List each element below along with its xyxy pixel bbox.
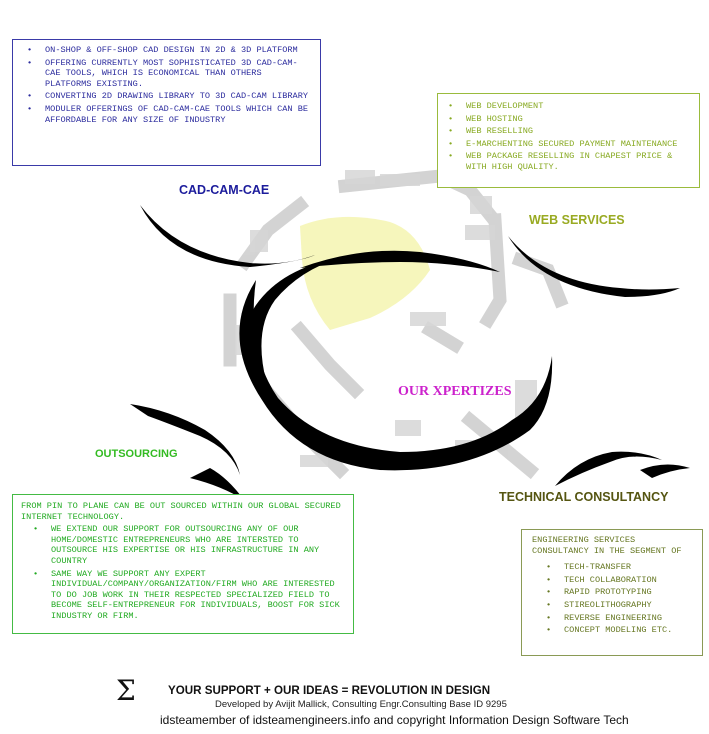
cad-cam-cae-list — [21, 45, 310, 125]
crescent-outsourcing — [130, 404, 240, 475]
list-item: • ON-SHOP & OFF-SHOP CAD DESIGN IN 2D & 3D PLATFORM — [45, 45, 310, 56]
footer-copyright: idsteamember of idsteamengineers.info and copyright Information Design Software Tech — [160, 713, 629, 727]
list-item: • REVERSE ENGINEERING — [564, 613, 696, 624]
list-item: • WEB DEVELOPMENT — [466, 101, 691, 112]
list-item: • WEB RESELLING — [466, 126, 691, 137]
our-xpertizes-heading: OUR XPERTIZES — [398, 384, 512, 399]
list-item: • RAPID PROTOTYPING — [564, 587, 696, 598]
footer-developer: Developed by Avijit Mallick, Consulting Engr.Consulting Base ID 9295 — [215, 699, 507, 710]
web-services-box — [437, 93, 700, 188]
outsourcing-list — [21, 524, 345, 621]
web-services-heading: WEB SERVICES — [529, 213, 625, 227]
list-item: • E-MARCHENTING SECURED PAYMENT MAINTENANCE — [466, 139, 691, 150]
technical-consultancy-box — [521, 529, 703, 656]
list-item: • WEB PACKAGE RESELLING IN CHAPEST PRICE & WITH HIGH QUALITY. — [466, 151, 691, 172]
list-item: • OFFERING CURRENTLY MOST SOPHISTICATED 3D CAD-CAM-CAE TOOLS, WHICH IS ECONOMICAL THAN OTHERS PLATFORMS EXISTING. — [45, 58, 310, 90]
cad-cam-cae-box — [12, 39, 321, 166]
list-item: • WE EXTEND OUR SUPPORT FOR OUTSOURCING ANY OF OUR HOME/DOMESTIC ENTREPRENEURS WHO ARE INTERSTED TO OUTSOURCE HIS EXPERTISE OR HIS INFRASTRUCTURE IN ANY COUNTRY — [51, 524, 345, 566]
list-item: • WEB HOSTING — [466, 114, 691, 125]
crescent-main-arc — [239, 280, 552, 470]
list-item: • CONCEPT MODELING ETC. — [564, 625, 696, 636]
list-item: • CONVERTING 2D DRAWING LIBRARY TO 3D CAD-CAM LIBRARY — [45, 91, 310, 102]
sigma-icon: Σ — [116, 674, 136, 707]
outsourcing-heading: OUTSOURCING — [95, 448, 178, 460]
list-item: • SAME WAY WE SUPPORT ANY EXPERT INDIVIDUAL/COMPANY/ORGANIZATION/FIRM WHO ARE INTERESTED TO DO JOB WORK IN THEIR RESPECTED SPECIALIZED FIELD TO BECOME SELF-ENTREPRENEUR FOR INDIVIDUALS, BOOST FOR SICK INDUSTRY OR FIRM. — [51, 569, 345, 622]
list-item: • MODULER OFFERINGS OF CAD-CAM-CAE TOOLS WHICH CAN BE AFFORDABLE FOR ANY SIZE OF INDUSTRY — [45, 104, 310, 125]
technical-consultancy-list — [532, 562, 696, 636]
outsourcing-box — [12, 494, 354, 634]
footer-slogan: YOUR SUPPORT + OUR IDEAS = REVOLUTION IN DESIGN — [168, 684, 491, 697]
outsourcing-intro: FROM PIN TO PLANE CAN BE OUT SOURCED WITHIN OUR GLOBAL SECURED INTERNET TECHNOLOGY. — [21, 501, 341, 522]
list-item: • TECH COLLABORATION — [564, 575, 696, 586]
web-services-list — [442, 101, 691, 173]
list-item: • STIREOLITHOGRAPHY — [564, 600, 696, 611]
crescent-tech-right — [640, 464, 690, 478]
list-item: • TECH-TRANSFER — [564, 562, 696, 573]
cad-cam-cae-heading: CAD-CAM-CAE — [179, 183, 270, 197]
technical-consultancy-intro: ENGINEERING SERVICES CONSULTANCY IN THE SEGMENT OF — [532, 535, 682, 556]
technical-consultancy-heading: TECHNICAL CONSULTANCY — [499, 490, 669, 504]
